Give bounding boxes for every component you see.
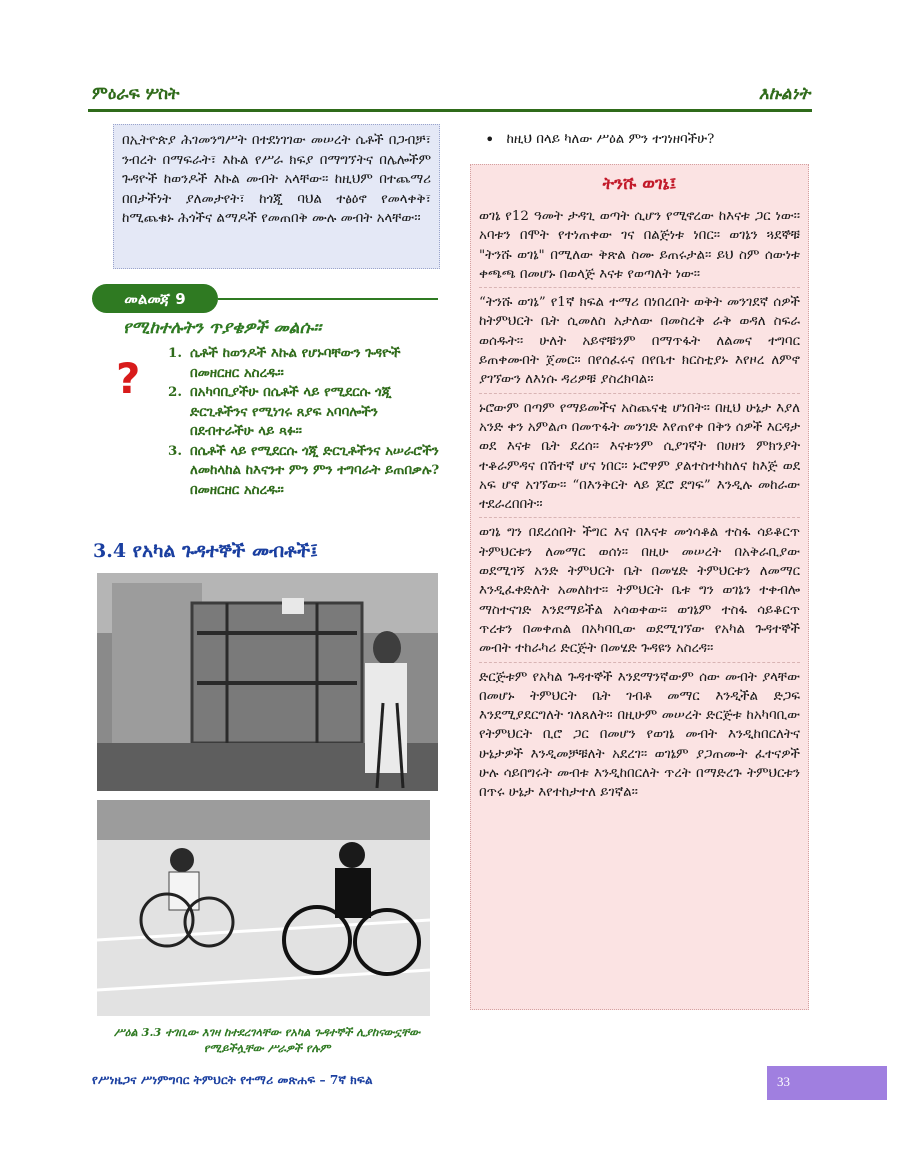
section-heading: 3.4 የአካል ጉዳተኞች መብቶች፤ [93,540,318,562]
chapter-title: ምዕራፍ ሦስት [92,84,180,104]
question-item: 2. በአካባቢያችሁ በሴቶች ላይ የሚደርሱ ጎጂ ድርጊቶችንና የሚነገሩ ጸያፍ አባባሎችን በደብተራችሁ ላይ ጻፉ፡፡ [168,384,392,439]
bullet-question [485,132,714,148]
photo-caption: ሥዕል 3.3 ተገቢው እገዛ ከተደረገላቸው የአካል ጉዳተኞች ሊያከናውኗቸው የሚይችሏቸው ሥራዎች የሉም [113,1025,421,1055]
story-paragraph: “ትንሹ ወገኔ” የ1ኛ ክፍል ተማሪ በነበረበት ወቅት መንገደኛ ሰዎች ከትምህርት ቤት ሲመለስ አታለው በመስረቅ ራቅ ወዳለ ስፍራ ወሰዱት፡፡ ሁለት አይኖቹንም በማጥፋት ለልመና ተግባር ይጠቀሙበት ጀመር፡፡ በየሰፈሩና በየቤተ ክርስቲያኑ እየዞረ ለምኖ ያገኘውን ለእነሱ ዳሪዎቹ ያስረክባል፡፡ [479,287,800,389]
exercise-divider [218,298,438,300]
photo-wheelchair-race [97,800,430,1016]
chapter-topic: እኩልነት [758,84,810,104]
bullet-icon: • [485,130,495,149]
exercise-questions [168,344,440,500]
photo-weaving-workshop [97,573,438,791]
question-mark-icon: ? [116,354,141,403]
story-paragraph: ኑሮውም በጣም የማይመችና አስጨናቂ ሆነበት፡፡ በዚህ ሁኔታ እያለ አንድ ቀን አምልጦ በመጥፋት መንገድ እየጠየቀ በቅን ሰዎች እርዳታ ወደ እናቱ ቤት ደረሰ፡፡ እናቱንም ሲያገኛት በሀዘን ምክንያት ተቆራምዳና በሽተኛ ሆና ነበር፡፡ ኑሮዋም ያልተስተካከለና ከእጅ ወደ አፍ ሆኖ አገኘው፡፡ “በእንቅርት ላይ ጆሮ ደግፍ” እንዲሉ መከራው ተደራረበበት፡፡ [479,393,800,515]
story-paragraph: ወገኔ የ12 ዓመት ታዳጊ ወጣት ሲሆን የሚኖረው ከእናቱ ጋር ነው፡፡ አባቱን በሞት የተነጠቀው ገና በልጅነቱ ነበር፡፡ ወገኔን ጓደኞቹ "ትንሹ ወገኔ" በሚለው ቅጽል ስሙ ይጠሩታል፡፡ ይህ ስም ሰውነቱ ቀጫጫ በመሆኑ በወላጅ እናቱ የወጣለት ነው፡፡ [479,209,800,282]
exercise-label: መልመጃ 9 [92,284,218,313]
page-number: 33 [767,1066,887,1100]
bullet-question-text: ከዚህ በላይ ካለው ሥዕል ምን ተገነዘባችሁ? [506,132,715,147]
question-item: 3. በሴቶች ላይ የሚደርሱ ጎጂ ድርጊቶችንና አሠራሮችን ለመከላከል ከእናንተ ምን ምን ተግባራት ይጠበቃሉ? በመዘርዘር አስረዱ፡፡ [168,442,440,498]
story-box [470,164,809,1010]
story-paragraph: ወገኔ ግን በደረሰበት ችግር እና በእናቱ መጎሳቆል ተስፋ ሳይቆርጥ ትምህርቱን ለመማር ወሰነ፡፡ በዚሁ መሠረት በአቅራቢያው ወደሚገኝ አንድ ትምህርት ቤት በመሄድ ትምህርቱን ለመማር እንዲፈቀድለት አመለከተ፡፡ ትምህርት ቤቱ ግን ወገኔን ተቀብሎ ማስተናገድ እንደማይችል አሳወቀው፡፡ ወገኔም ተስፋ ሳይቆርጥ ጥረቱን በመቀጠል በአካባቢው ወደሚገኘው የአካል ጉዳተኞች መብት ተከራካሪ ድርጅት በመሄድ ጉዳዩን አስረዳ፡፡ [479,517,800,658]
question-item: 1. ሴቶች ከወንዶች እኩል የሆኑባቸውን ጉዳዮች በመዘርዘር አስረዱ፡፡ [168,345,401,381]
footer-book-title: የሥነዜጋና ሥነምግባር ትምህርት የተማሪ መጽሐፍ – 7ኛ ክፍል [92,1073,373,1087]
exercise-heading: የሚከተሉትን ጥያቄዎች መልሱ፡፡ [123,318,322,338]
header-rule [88,109,812,112]
story-paragraph: ድርጅቱም የአካል ጉዳተኞች እንደማንኛውም ሰው መብት ያላቸው በመሆኑ ትምህርት ቤት ገብቶ መማር እንዲችል ድጋፍ እንደሚያደርግለት ገለጸለት፡፡ በዚሁም መሠረት ድርጅቱ ከአካባቢው የትምህርት ቢሮ ጋር በመሆን የወገኔ መብት እንዲከበርለትና ሁኔታዎች እንዲመቻቹለት አደረገ፡፡ ወገኔም ያጋጠሙት ፈተናዎች ሁሉ ሳይበግሩት መብቱ እንዲከበርለት ጥረት በማድረጉ ትምህርቱን በጥሩ ሁኔታ እየተከታተለ ይገኛል፡፡ [479,662,800,803]
intro-paragraph: በኢትዮጵያ ሕገመንግሥት በተደነገገው መሠረት ሴቶች በጋብቻ፣ ንብረት በማፍራት፣ እኩል የሥራ ክፍያ በማግኘትና በሌሎችም ጉዳዮች ከወንዶች እኩል መብት አላቸው፡፡ ከዚህም በተጨማሪ በበታችነት ያለመታየት፣ ከጎጂ ባህል ተፅዕኖ የመላቀቅ፣ ከሚጨቁኑ ሕጎችና ልማዶች የመጠበቅ ሙሉ መብት አላቸው፡፡ [113,124,440,269]
story-title: ትንሹ ወገኔ፤ [602,174,677,194]
